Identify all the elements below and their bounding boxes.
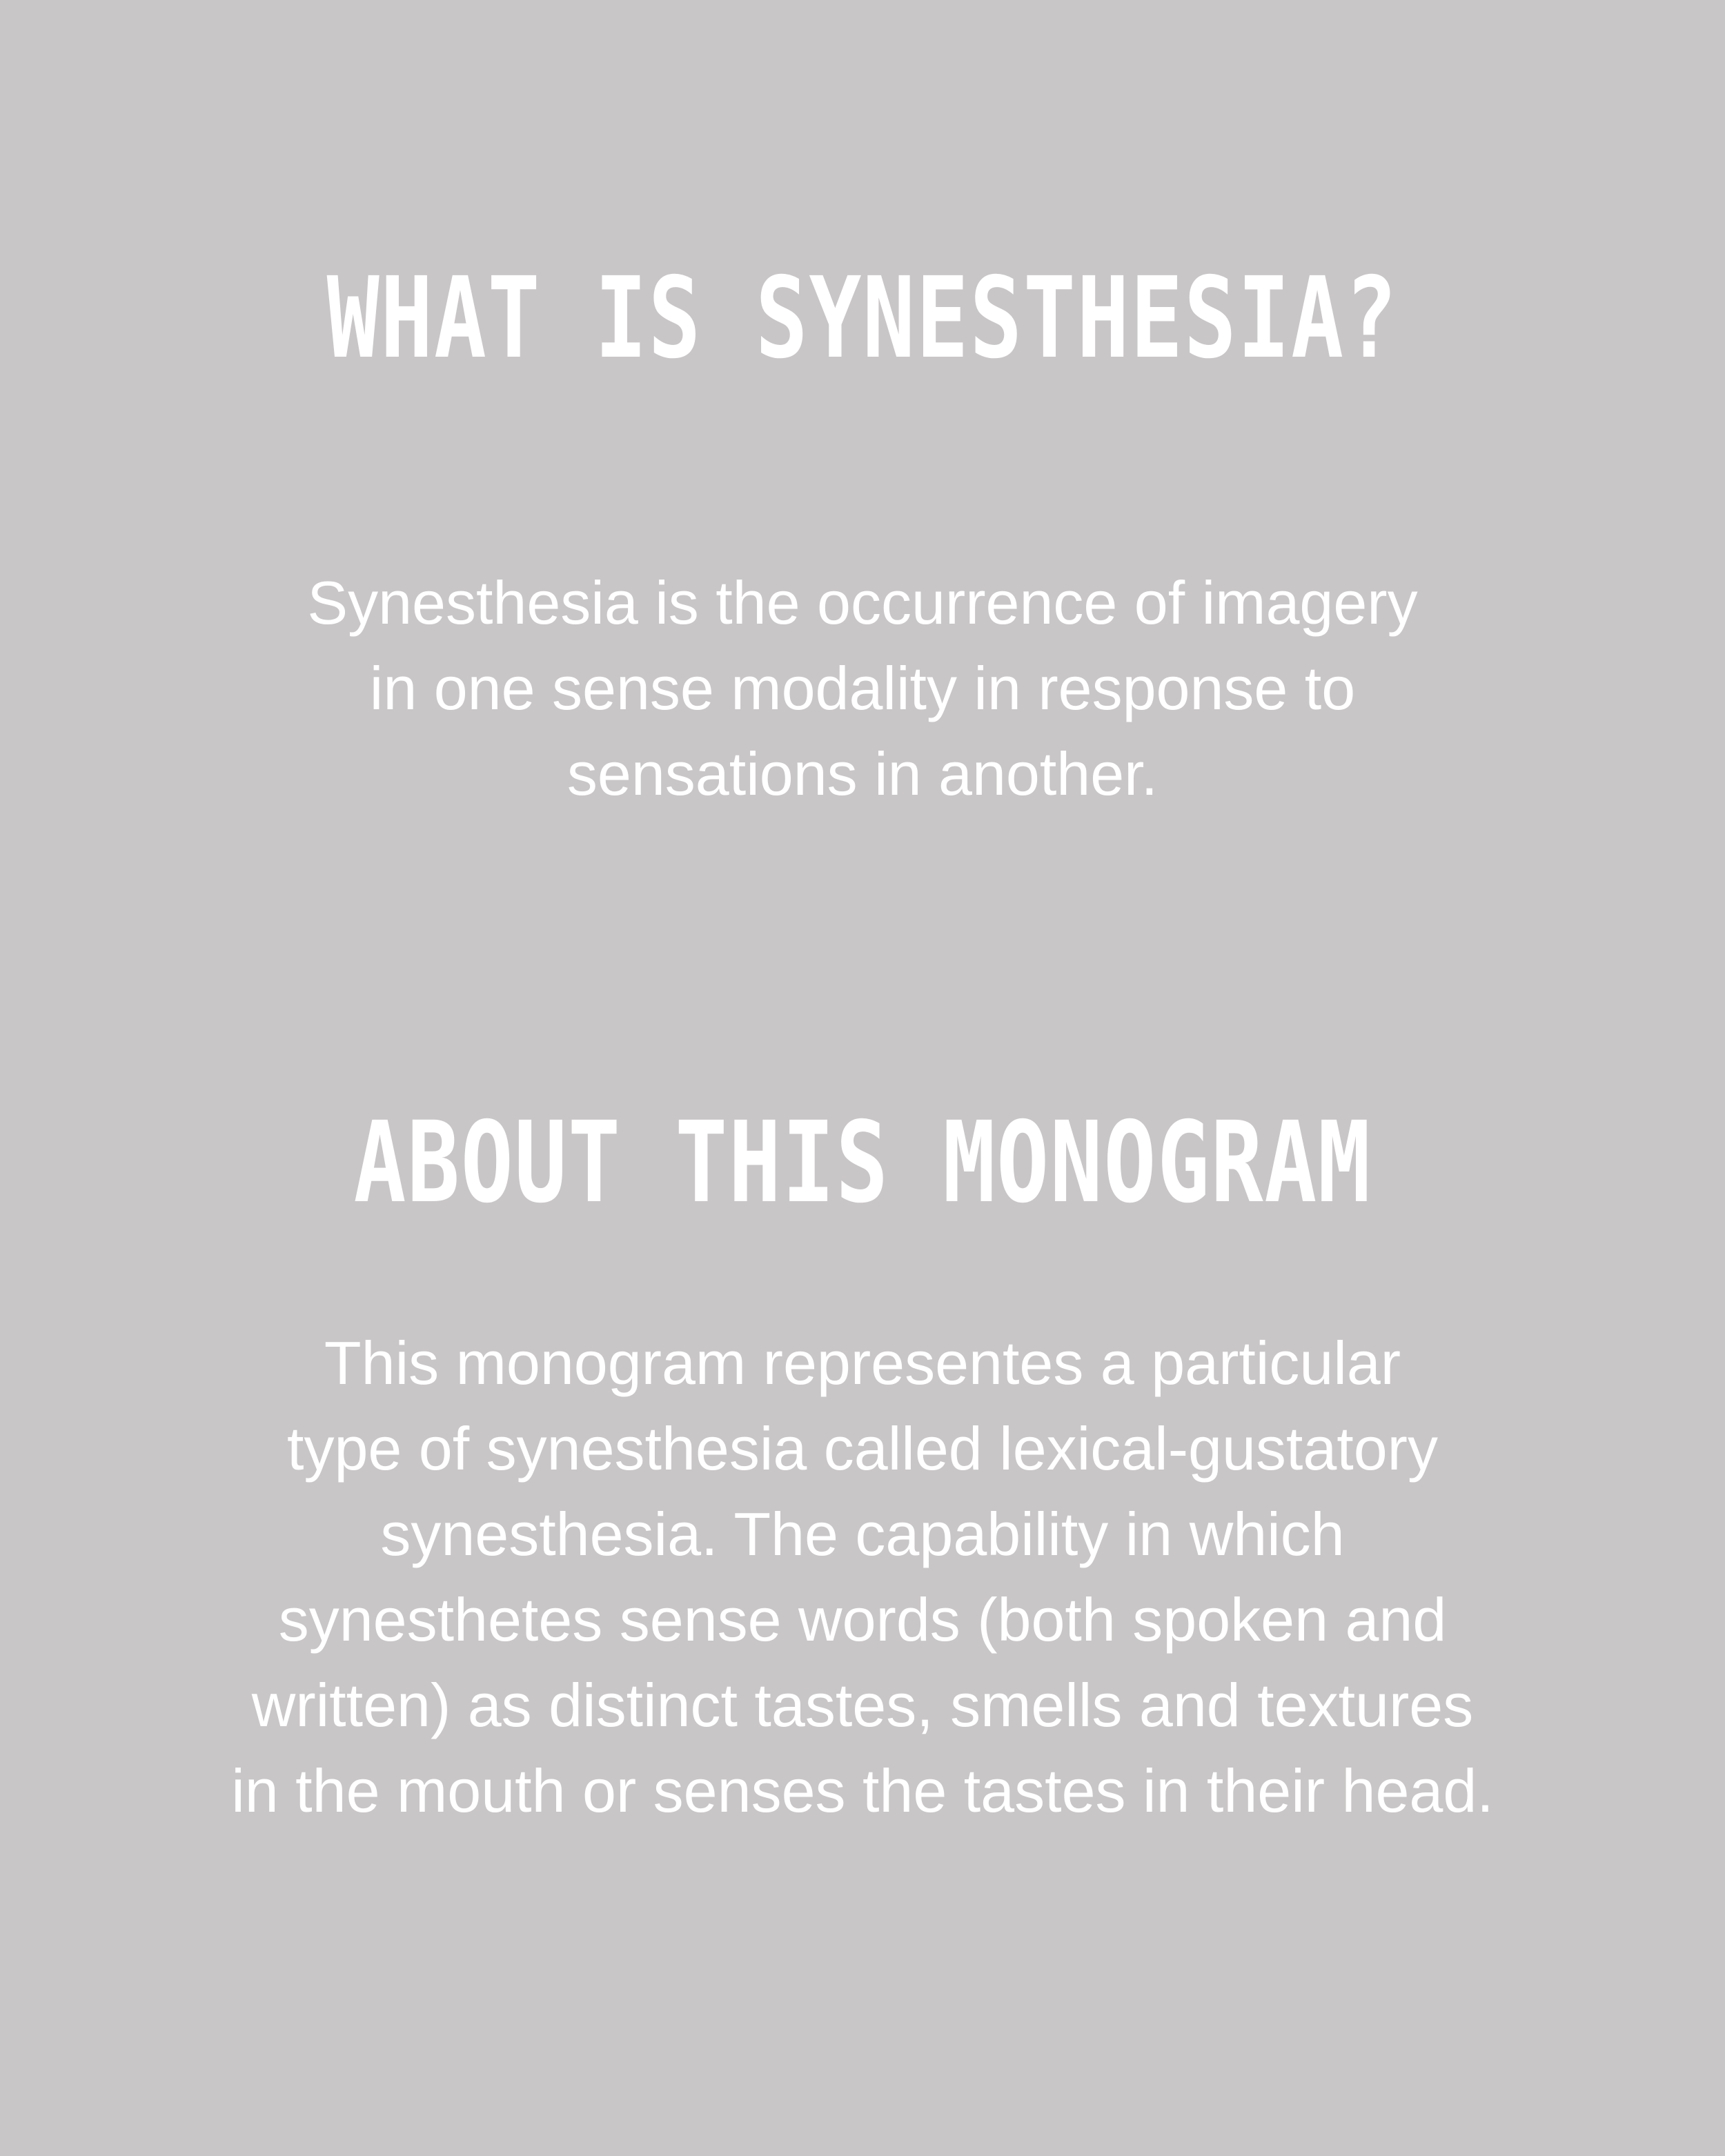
paragraph-line: in one sense modality in response to: [369, 654, 1356, 722]
section-heading-about-this-monogram: ABOUT THIS MONOGRAM: [353, 1098, 1372, 1228]
paragraph-line: written) as distinct tastes, smells and textures: [251, 1671, 1474, 1739]
paragraph-line: sensations in another.: [566, 740, 1159, 808]
paragraph-line: synesthetes sense words (both spoken and: [278, 1585, 1447, 1654]
section-heading-what-is-synesthesia: WHAT IS SYNESTHESIA?: [326, 254, 1399, 384]
synesthesia-definition-paragraph: [103, 560, 1621, 817]
paragraph-line: synesthesia. The capability in which: [380, 1500, 1345, 1568]
paragraph-line: type of synesthesia called lexical-gustatory: [287, 1414, 1438, 1483]
paragraph-line: This monogram representes a particular: [324, 1329, 1401, 1397]
monogram-description-paragraph: [103, 1321, 1621, 1834]
paragraph-line: in the mouth or senses the tastes in their head.: [231, 1757, 1494, 1825]
paragraph-line: Synesthesia is the occurrence of imagery: [307, 568, 1418, 637]
